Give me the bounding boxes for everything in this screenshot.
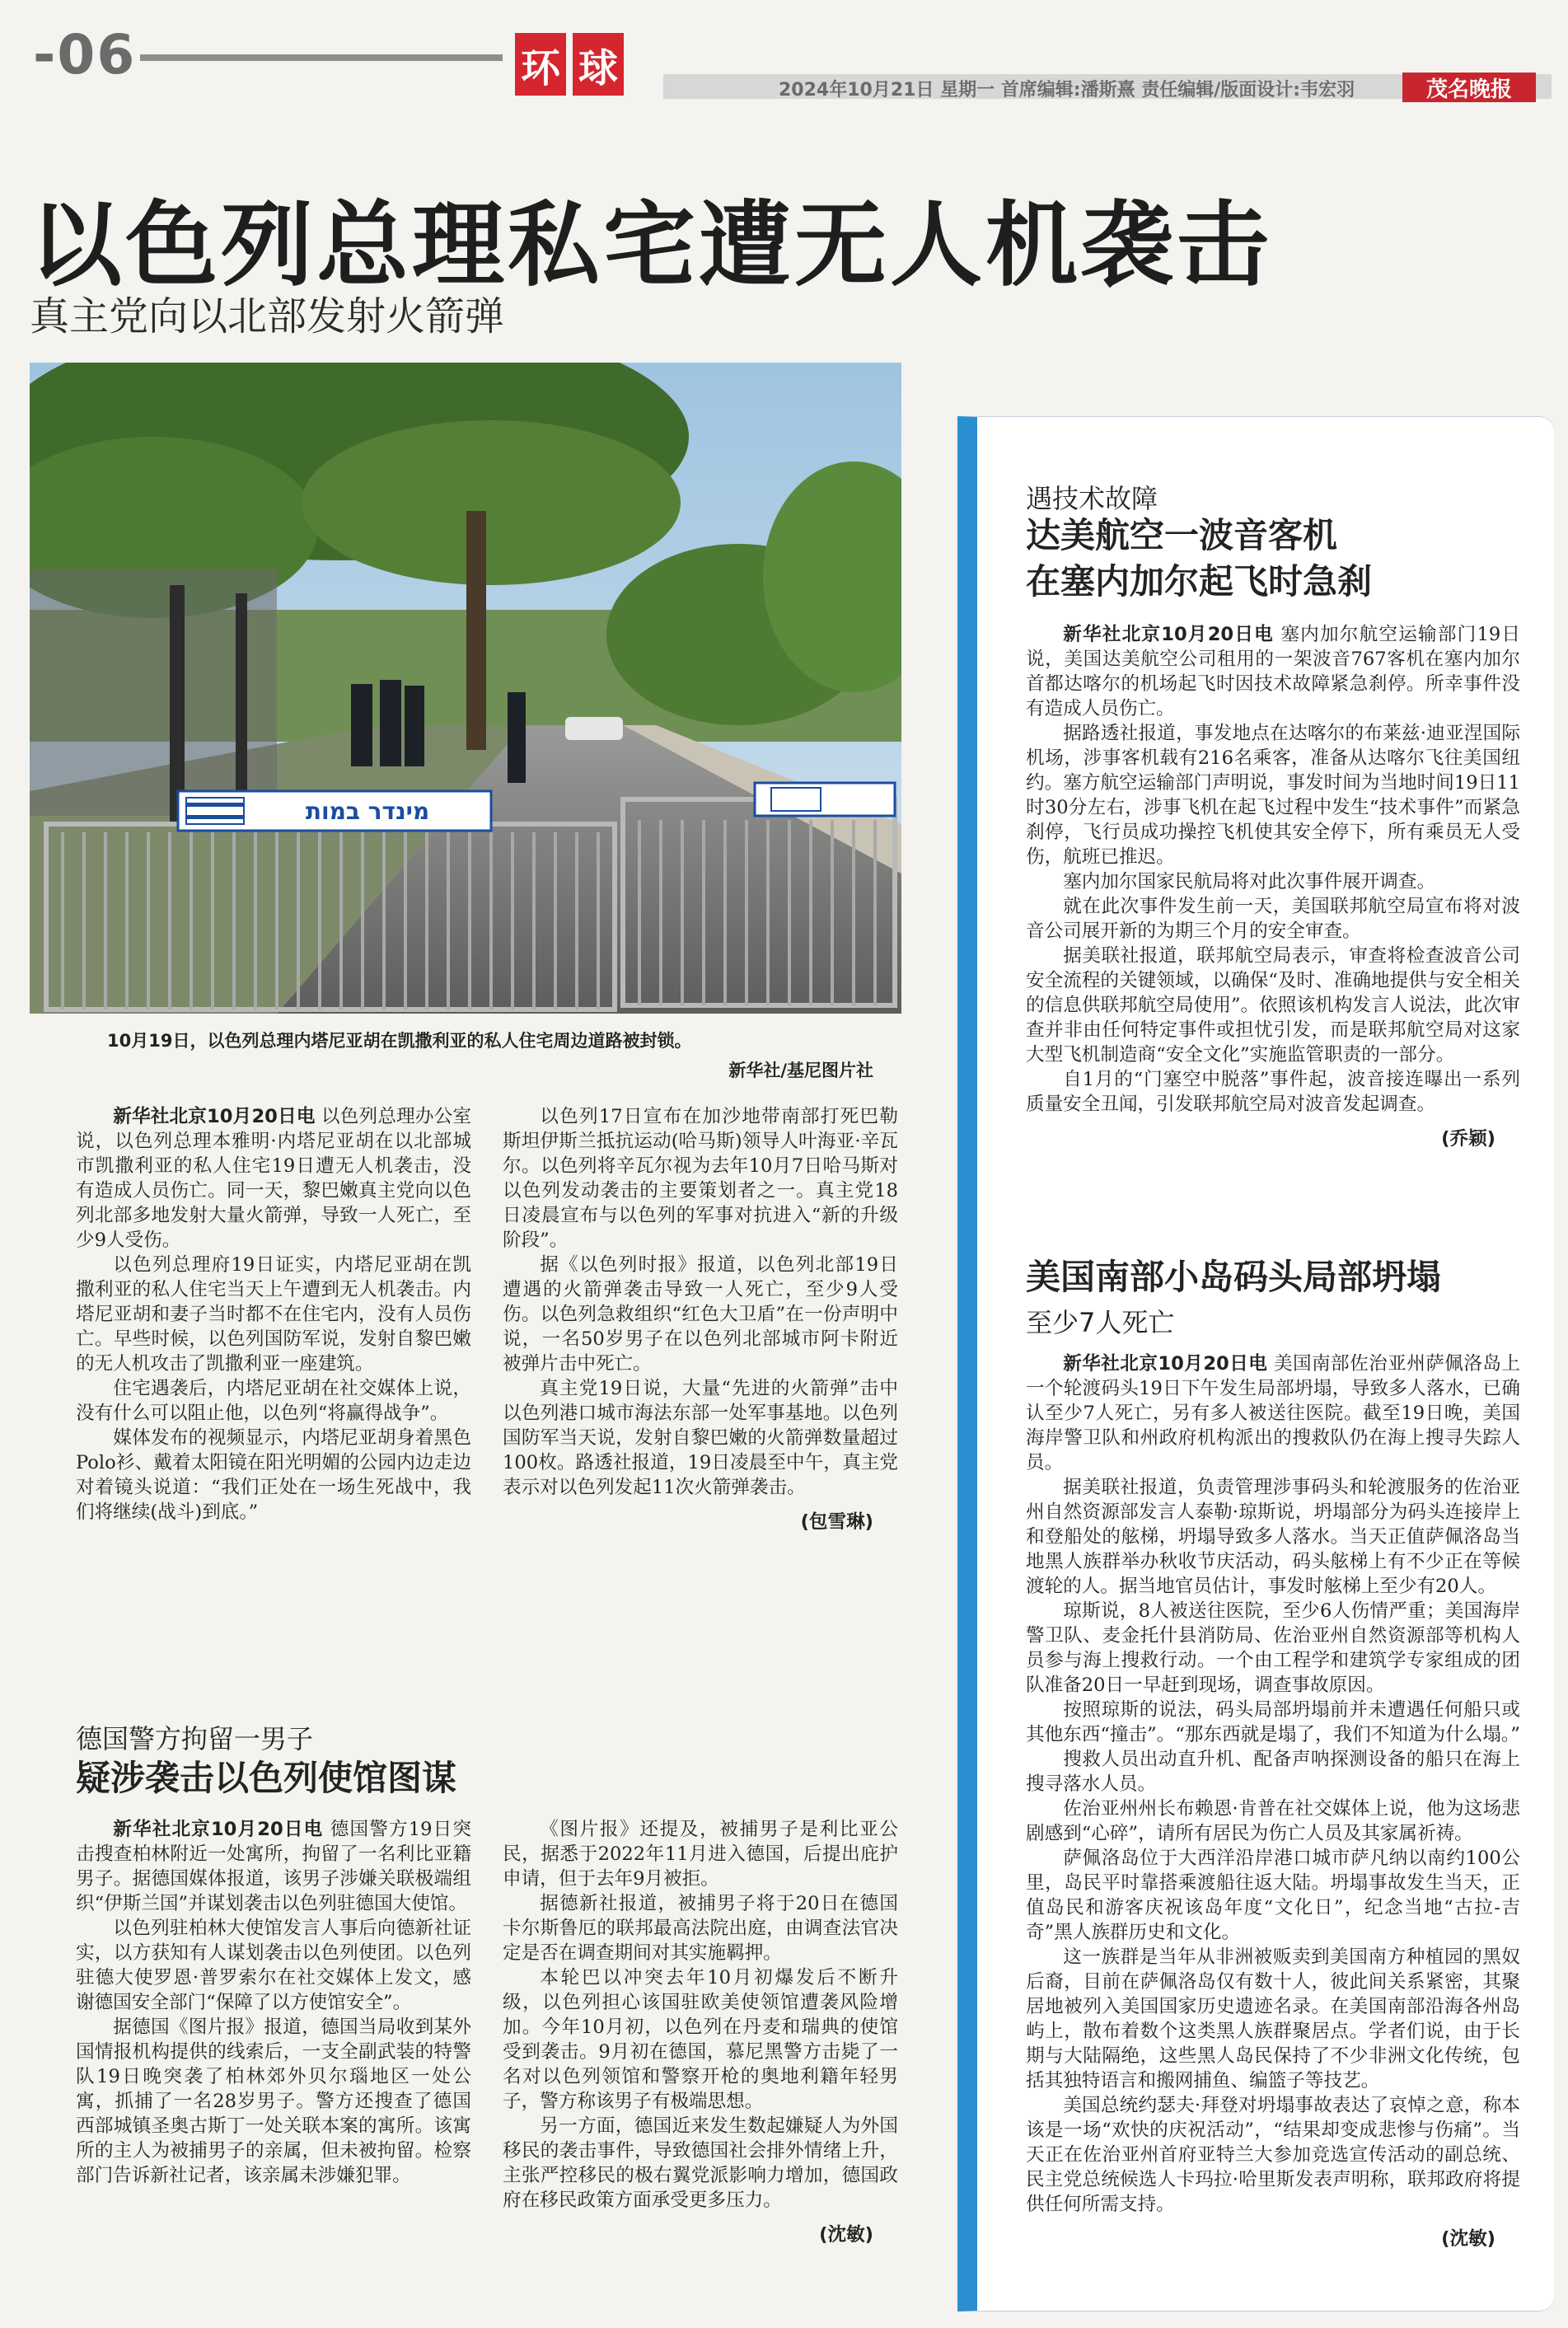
page-number: -06 <box>33 23 137 87</box>
news-photo <box>30 363 901 1014</box>
georgia-paragraph: 琼斯说，8人被送往医院，至少6人伤情严重；美国海岸警卫队、麦金托什县消防局、佐治亚州自然资源部等机构人员参与海上搜救行动。一个由工程学和建筑学专家组成的团队准备20日一早赶到现场，调查事故原因。 <box>1026 1600 1520 1696</box>
main-headline: 以色列总理私宅遭无人机袭击 <box>30 192 1272 299</box>
photo-credit: 新华社/基尼图片社 <box>728 1061 873 1080</box>
georgia-subheadline: 至少7人死亡 <box>1026 1307 1175 1338</box>
germany-paragraph: 另一方面，德国近来发生数起嫌疑人为外国移民的袭击事件，导致德国社会排外情绪上升，主张严控移民的极右翼党派影响力增加，德国政府在移民政策方面承受更多压力。 <box>503 2115 898 2211</box>
header-rule <box>140 54 503 61</box>
germany-paragraph: 本轮巴以冲突去年10月初爆发后不断升级，以色列担心该国驻欧美使领馆遭袭风险增加。今年10月初，以色列在丹麦和瑞典的使馆受到袭击。9月初在德国，慕尼黑警方击毙了一名对以色列领馆和警察开枪的奥地利籍年轻男子，警方称该男子有极端思想。 <box>503 1967 898 2112</box>
delta-paragraph: 据路透社报道，事发地点在达喀尔的布莱兹·迪亚涅国际机场，涉事客机载有216名乘客，准备从达喀尔飞往美国纽约。塞方航空运输部门声明说，事发时间为当地时间19日11时30分左右，涉事飞机在起飞过程中发生“技术事件”而紧急刹停，飞行员成功操控飞机使其安全停下，所有乘员无人受伤，航班已推迟。 <box>1026 723 1520 868</box>
photo-caption-text: 10月19日，以色列总理内塔尼亚胡在凯撒利亚的私人住宅周边道路被封锁。 <box>107 1031 692 1051</box>
byline: (乔颖) <box>1441 1128 1495 1150</box>
georgia-paragraph: 新华社北京10月20日电 美国南部佐治亚州萨佩洛岛上一个轮渡码头19日下午发生局部坍塌，导致多人落水，已确认至少7人死亡，另有多人被送往医院。截至19日晚，美国海岸警卫队和州政府机构派出的搜救队仍在海上搜寻失踪人员。 <box>1026 1353 1521 1473</box>
germany-headline: 疑涉袭击以色列使馆图谋 <box>76 1758 457 1798</box>
germany-paragraph: 新华社北京10月20日电 德国警方19日突击搜查柏林附近一处寓所，拘留了一名利比亚籍男子。据德国媒体报道，该男子涉嫌关联极端组织“伊斯兰国”并谋划袭击以色列驻德国大使馆。 <box>76 1819 472 1914</box>
photo-caption <box>107 1026 898 1085</box>
masthead-logo: 茂名晚报 <box>1402 73 1536 102</box>
georgia-paragraph: 这一族群是当年从非洲被贩卖到美国南方种植园的黑奴后裔，目前在萨佩洛岛仅有数十人，彼此间关系紧密，其聚居地被列入美国国家历史遗迹名录。在美国南部沿海各州岛屿上，散布着数个这类黑人族群聚居点。学者们说，由于长期与大陆隔绝，这些黑人岛民保持了不少非洲文化传统，包括其独特语言和搬网捕鱼、编篮子等技艺。 <box>1026 1946 1520 2091</box>
georgia-paragraph: 萨佩洛岛位于大西洋沿岸港口城市萨凡纳以南约100公里，岛民平时靠搭乘渡船往返大陆。坍塌事故发生当天，正值岛民和游客庆祝该岛年度“文化日”，纪念当地“古拉-吉奇”黑人族群历史和文化。 <box>1026 1848 1520 1943</box>
delta-paragraph: 据美联社报道，联邦航空局表示，审查将检查波音公司安全流程的关键领域，以确保“及时、准确地提供与安全相关的信息供联邦航空局使用”。依照该机构发言人说法，此次审查并非由任何特定事件或担忧引发，而是联邦航空局对这家大型飞机制造商“安全文化”实施监管职责的一部分。 <box>1026 945 1520 1066</box>
delta-paragraph: 自1月的“门塞空中脱落”事件起，波音接连曝出一系列质量安全丑闻，引发联邦航空局对波音发起调查。 <box>1026 1069 1520 1115</box>
germany-paragraph: 据德国《图片报》报道，德国当局收到某外国情报机构提供的线索后，一支全副武装的特警队19日晚突袭了柏林郊外贝尔瑙地区一处公寓，抓捕了一名28岁男子。警方还搜查了德国西部城镇圣奥古斯丁一处关联本案的寓所。该寓所的主人为被捕男子的亲属，但未被拘留。检察部门告诉新社记者，该亲属未涉嫌犯罪。 <box>76 2017 471 2186</box>
main-paragraph: 新华社北京10月20日电 以色列总理办公室说，以色列总理本雅明·内塔尼亚胡在以北部城市凯撒利亚的私人住宅19日遭无人机袭击，没有造成人员伤亡。同一天，黎巴嫩真主党向以色列北部多地发射大量火箭弹，导致一人死亡，至少9人受伤。 <box>76 1106 472 1251</box>
georgia-paragraph: 佐治亚州州长布赖恩·肯普在社交媒体上说，他为这场悲剧感到“心碎”，请所有居民为伤亡人员及其家属祈祷。 <box>1026 1798 1520 1844</box>
barrier-sign-text: מינדר במות <box>305 798 430 825</box>
main-paragraph: 以色列17日宣布在加沙地带南部打死巴勒斯坦伊斯兰抵抗运动(哈马斯)领导人叶海亚·辛瓦尔。以色列将辛瓦尔视为去年10月7日哈马斯对以色列发动袭击的主要策划者之一。真主党18日凌晨宣布与以色列的军事对抗进入“新的升级阶段”。 <box>503 1106 898 1251</box>
georgia-paragraph: 美国总统约瑟夫·拜登对坍塌事故表达了哀悼之意，称本该是一场“欢快的庆祝活动”，“结果却变成悲惨与伤痛”。当天正在佐治亚州首府亚特兰大参加竞选宣传活动的副总统、民主党总统候选人卡玛拉·哈里斯发表声明称，联邦政府将提供任何所需支持。 <box>1026 2095 1520 2215</box>
georgia-paragraph: 搜救人员出动直升机、配备声呐探测设备的船只在海上搜寻落水人员。 <box>1026 1749 1520 1795</box>
germany-article-col-1 <box>76 1817 471 2188</box>
dateline: 新华社北京10月20日电 <box>113 1106 316 1127</box>
georgia-headline: 美国南部小岛码头局部坍塌 <box>1026 1257 1442 1297</box>
main-paragraph: 以色列总理府19日证实，内塔尼亚胡在凯撒利亚的私人住宅当天上午遭到无人机袭击。内塔尼亚胡和妻子当时都不在住宅内，没有人员伤亡。早些时候，以色列国防军说，发射自黎巴嫩的无人机攻击了凯撒利亚一座建筑。 <box>76 1254 471 1375</box>
section-label-char-2: 球 <box>573 33 624 96</box>
germany-paragraph: 据德新社报道，被捕男子将于20日在德国卡尔斯鲁厄的联邦最高法院出庭，由调查法官决定是否在调查期间对其实施羁押。 <box>503 1893 898 1964</box>
delta-paragraph: 就在此次事件发生前一天，美国联邦航空局宣布将对波音公司展开新的为期三个月的安全审查。 <box>1026 896 1520 942</box>
delta-headline-line-2: 在塞内加尔起飞时急刹 <box>1026 561 1373 602</box>
issue-info: 2024年10月21日 星期一 首席编辑:潘斯熹 责任编辑/版面设计:韦宏羽 <box>779 80 1355 101</box>
dateline: 新华社北京10月20日电 <box>1063 624 1274 645</box>
georgia-paragraph: 据美联社报道，负责管理涉事码头和轮渡服务的佐治亚州自然资源部发言人泰勒·琼斯说，坍塌部分为码头连接岸上和登船处的舷梯，坍塌导致多人落水。当天正值萨佩洛岛当地黑人族群举办秋收节庆活动，码头舷梯上有不少正在等候渡轮的人。据当地官员估计，事发时舷梯上至少有20人。 <box>1026 1477 1520 1597</box>
main-paragraph: 真主党19日说，大量“先进的火箭弹”击中以色列港口城市海法东部一处军事基地。以色列国防军当天说，发射自黎巴嫩的火箭弹数量超过100枚。路透社报道，19日凌晨至中午，真主党表示对以色列发起11次火箭弹袭击。 <box>503 1378 898 1498</box>
dateline: 新华社北京10月20日电 <box>1063 1353 1268 1375</box>
germany-paragraph: 《图片报》还提及，被捕男子是利比亚公民，据悉于2022年11月进入德国，后提出庇护申请，但于去年9月被拒。 <box>503 1819 898 1890</box>
main-paragraph: 据《以色列时报》报道，以色列北部19日遭遇的火箭弹袭击导致一人死亡，至少9人受伤。以色列急救组织“红色大卫盾”在一份声明中说，一名50岁男子在以色列北部城市阿卡附近被弹片击中死亡。 <box>503 1254 898 1375</box>
delta-article <box>1026 622 1520 1151</box>
germany-article-col-2 <box>503 1817 898 2247</box>
main-article-col-2 <box>503 1104 898 1534</box>
main-paragraph: 媒体发布的视频显示，内塔尼亚胡身着黑色Polo衫、戴着太阳镜在阳光明媚的公园内边走边对着镜头说道：“我们正处在一场生死战中，我们将继续(战斗)到底。” <box>76 1427 471 1523</box>
delta-headline-line-1: 达美航空一波音客机 <box>1026 515 1338 555</box>
byline: (沈敏) <box>1441 2228 1495 2250</box>
byline: (包雪琳) <box>800 1511 873 1533</box>
georgia-paragraph: 按照琼斯的说法，码头局部坍塌前并未遭遇任何船只或其他东西“撞击”。“那东西就是塌了，我们不知道为什么塌。” <box>1026 1699 1520 1745</box>
delta-paragraph: 新华社北京10月20日电 塞内加尔航空运输部门19日说，美国达美航空公司租用的一架波音767客机在塞内加尔首都达喀尔的机场起飞时因技术故障紧急刹停。所幸事件没有造成人员伤亡。 <box>1026 624 1521 719</box>
georgia-article <box>1026 1351 1520 2251</box>
germany-kicker: 德国警方拘留一男子 <box>76 1723 314 1754</box>
main-paragraph: 住宅遇袭后，内塔尼亚胡在社交媒体上说，没有什么可以阻止他，以色列“将赢得战争”。 <box>76 1378 471 1424</box>
germany-paragraph: 以色列驻柏林大使馆发言人事后向德新社证实，以方获知有人谋划袭击以色列使团。以色列驻德大使罗恩·普罗索尔在社交媒体上发文，感谢德国安全部门“保障了以方使馆安全”。 <box>76 1918 471 2013</box>
dateline: 新华社北京10月20日电 <box>113 1819 324 1840</box>
main-subheadline: 真主党向以北部发射火箭弹 <box>30 293 505 340</box>
delta-kicker: 遇技术故障 <box>1026 483 1158 514</box>
byline: (沈敏) <box>819 2224 873 2246</box>
section-label-char-1: 环 <box>515 33 566 96</box>
delta-paragraph: 塞内加尔国家民航局将对此次事件展开调查。 <box>1063 871 1436 892</box>
main-article-col-1 <box>76 1104 471 1525</box>
